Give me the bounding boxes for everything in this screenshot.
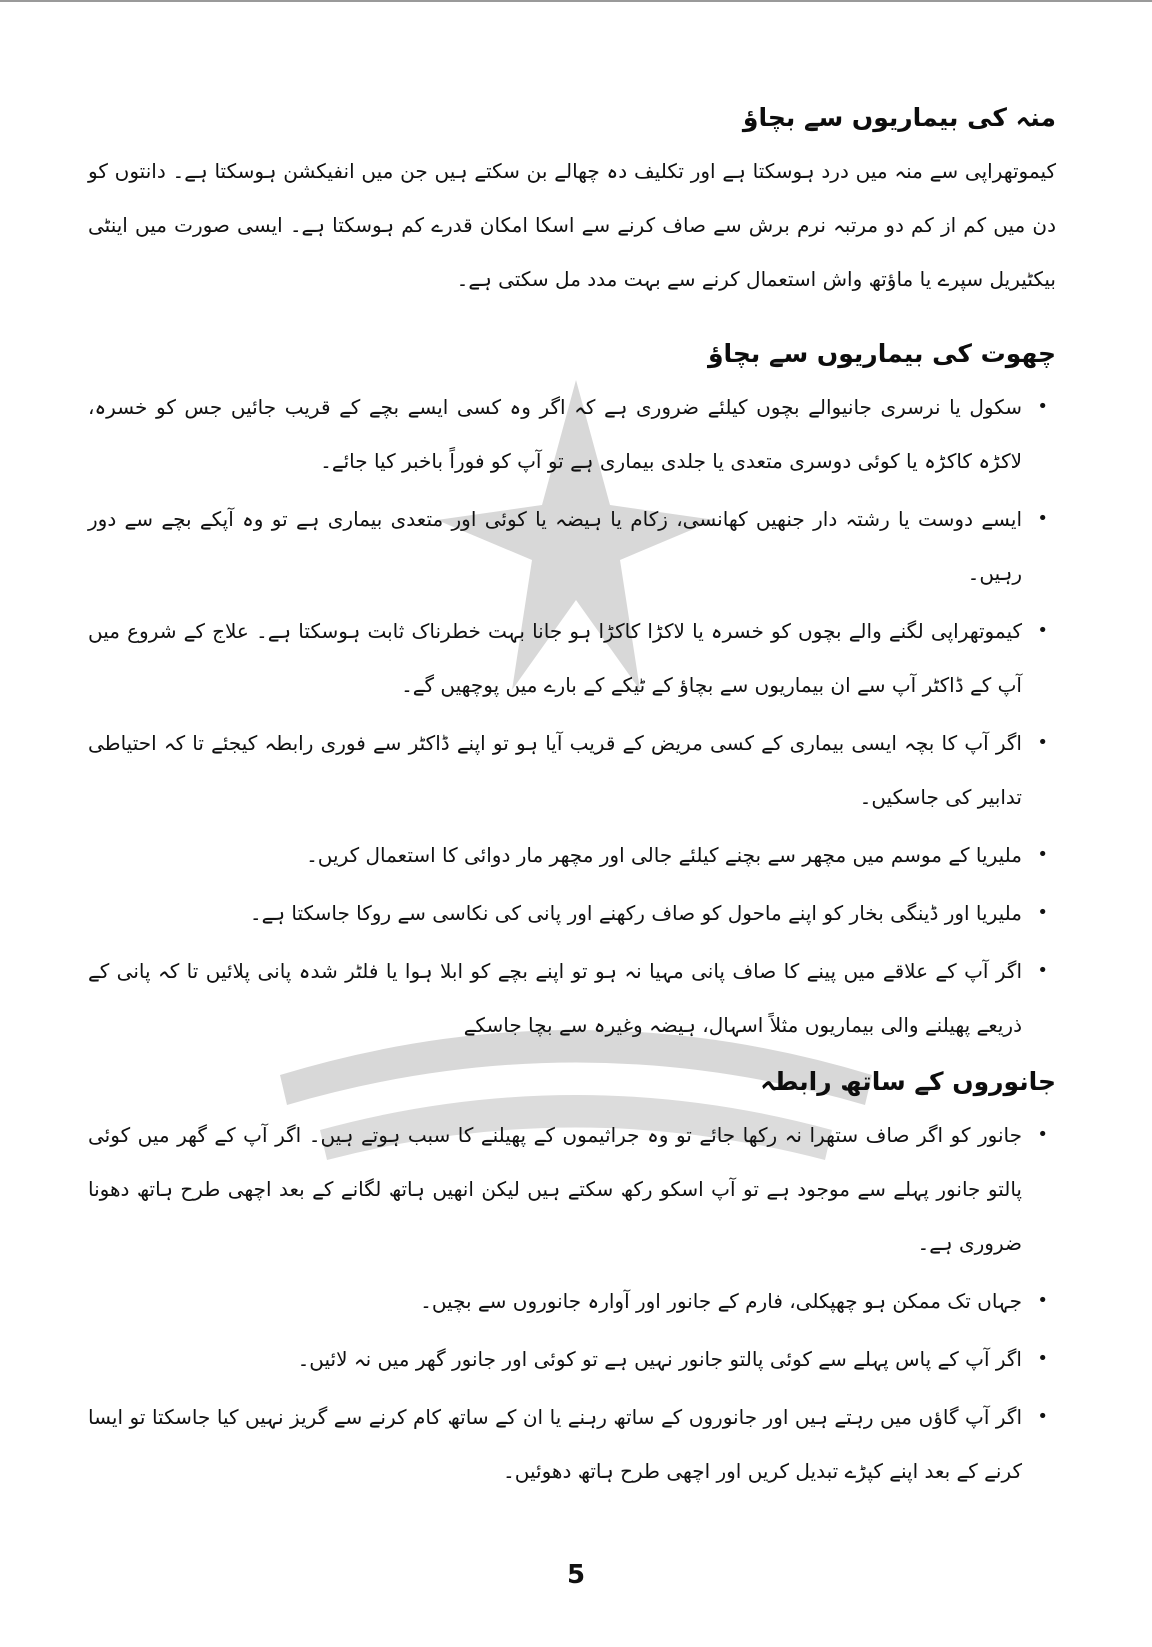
bullet-icon: • bbox=[1037, 844, 1048, 865]
list-item: • ایسے دوست یا رشتہ دار جنھیں کھانسی، زکام یا ہیضہ یا کوئی اور متعدی بیماری ہے تو وہ آپکے بچے سے دور رہیں۔ bbox=[88, 492, 1056, 600]
section-heading-animal-contact: جانوروں کے ساتھ رابطہ bbox=[760, 1067, 1056, 1096]
page-number: 5 bbox=[566, 1560, 586, 1590]
section-heading-mouth-diseases: منہ کی بیماریوں سے بچاؤ bbox=[742, 103, 1056, 132]
list-item: • اگر آپ کے پاس پہلے سے کوئی پالتو جانور نہیں ہے تو کوئی اور جانور گھر میں نہ لائیں۔ bbox=[88, 1332, 1056, 1386]
bullet-icon: • bbox=[1037, 396, 1048, 417]
list-item: • ملیریا کے موسم میں مچھر سے بچنے کیلئے جالی اور مچھر مار دوائی کا استعمال کریں۔ bbox=[88, 828, 1056, 882]
bullet-icon: • bbox=[1037, 508, 1048, 529]
infection-precautions-list bbox=[88, 380, 1056, 1052]
list-item: • ملیریا اور ڈینگی بخار کو اپنے ماحول کو صاف رکھنے اور پانی کی نکاسی سے روکا جاسکتا ہے۔ bbox=[88, 886, 1056, 940]
list-item: • اگر آپ کے علاقے میں پینے کا صاف پانی مہیا نہ ہو تو اپنے بچے کو ابلا ہوا یا فلٹر شدہ پانی پلائیں تا کہ پانی کے ذریعے پھیلنے والی بیماریوں مثلاً اسہال، ہیضہ وغیرہ سے بچا جاسکے bbox=[88, 944, 1056, 1052]
bullet-icon: • bbox=[1037, 902, 1048, 923]
list-item: • اگر آپ کا بچہ ایسی بیماری کے کسی مریض کے قریب آیا ہو تو اپنے ڈاکٹر سے فوری رابطہ کیجئے تا کہ احتیاطی تدابیر کی جاسکیں۔ bbox=[88, 716, 1056, 824]
list-item: • کیموتھراپی لگنے والے بچوں کو خسرہ یا لاکڑا کاکڑا ہو جانا بہت خطرناک ثابت ہوسکتا ہے۔ علاج کے شروع میں آپ کے ڈاکٹر آپ سے ان بیماریوں سے بچاؤ کے ٹیکے کے بارے میں پوچھیں گے۔ bbox=[88, 604, 1056, 712]
bullet-icon: • bbox=[1037, 732, 1048, 753]
section-heading-infectious-diseases: چھوت کی بیماریوں سے بچاؤ bbox=[707, 339, 1056, 368]
paragraph-mouth-care: کیموتھراپی سے منہ میں درد ہوسکتا ہے اور تکلیف دہ چھالے بن سکتے ہیں جن میں انفیکشن ہوسکتا ہے۔ دانتوں کو دن میں کم از کم دو مرتبہ نرم برش سے صاف کرنے سے اسکا امکان قدرے کم ہوسکتا ہے۔ ایسی صورت میں اینٹی بیکٹیریل سپرے یا ماؤتھ واش استعمال کرنے سے بہت مدد مل سکتی ہے۔ bbox=[88, 159, 1056, 291]
bullet-icon: • bbox=[1037, 960, 1048, 981]
document-body bbox=[88, 96, 1056, 1502]
bullet-icon: • bbox=[1037, 1406, 1048, 1427]
list-item: • سکول یا نرسری جانیوالے بچوں کیلئے ضروری ہے کہ اگر وہ کسی ایسے بچے کے قریب جائیں جس کو خسرہ، لاکڑہ کاکڑہ یا کوئی دوسری متعدی یا جلدی بیماری ہے تو آپ کو فوراً باخبر کیا جائے۔ bbox=[88, 380, 1056, 488]
list-item: • جانور کو اگر صاف ستھرا نہ رکھا جائے تو وہ جراثیموں کے پھیلنے کا سبب ہوتے ہیں۔ اگر آپ کے گھر میں کوئی پالتو جانور پہلے سے موجود ہے تو آپ اسکو رکھ سکتے ہیں لیکن انھیں ہاتھ لگانے کے بعد اچھی طرح ہاتھ دھونا ضروری ہے۔ bbox=[88, 1108, 1056, 1270]
bullet-icon: • bbox=[1037, 1124, 1048, 1145]
list-item: • اگر آپ گاؤں میں رہتے ہیں اور جانوروں کے ساتھ رہنے یا ان کے ساتھ کام کرنے سے گریز نہیں کیا جاسکتا تو ایسا کرنے کے بعد اپنے کپڑے تبدیل کریں اور اچھی طرح ہاتھ دھوئیں۔ bbox=[88, 1390, 1056, 1498]
animal-contact-list bbox=[88, 1108, 1056, 1498]
bullet-icon: • bbox=[1037, 1290, 1048, 1311]
bullet-icon: • bbox=[1037, 1348, 1048, 1369]
list-item: • جہاں تک ممکن ہو چھپکلی، فارم کے جانور اور آوارہ جانوروں سے بچیں۔ bbox=[88, 1274, 1056, 1328]
bullet-icon: • bbox=[1037, 620, 1048, 641]
